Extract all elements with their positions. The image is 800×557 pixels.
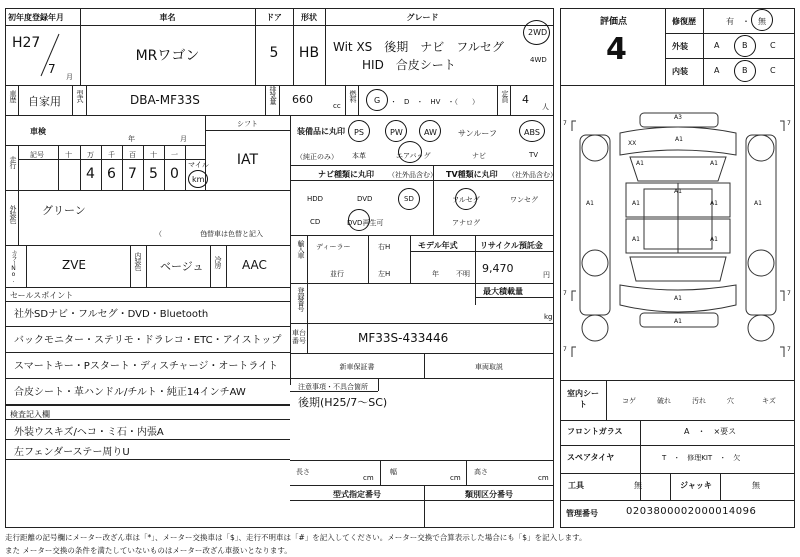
equip-abs: ABS xyxy=(524,128,540,137)
first-reg-year: H27 xyxy=(12,35,41,51)
shift-label: シフト xyxy=(237,120,258,128)
equip-airbag-circle xyxy=(398,141,422,163)
mark-a1-lf: A1 xyxy=(636,160,644,167)
capacity-value: 4 xyxy=(522,93,529,106)
navi-dvd: DVD xyxy=(357,195,373,203)
mark-a1-roof: A1 xyxy=(674,188,682,195)
mileage-unit-4: 十 xyxy=(150,151,157,159)
color-label: 外装色 xyxy=(9,205,17,223)
mileage-unit-0: 十 xyxy=(65,151,72,159)
score-value: 4 xyxy=(606,32,627,67)
mileage-digit-5: 0 xyxy=(170,166,179,182)
navi-sd: SD xyxy=(404,195,414,203)
first-reg-month: 7 xyxy=(48,62,56,76)
length-unit: cm xyxy=(363,474,374,482)
recycle-value: 9,470 xyxy=(482,262,514,275)
registration-label: 登録番号 xyxy=(297,287,305,311)
height-unit: cm xyxy=(538,474,549,482)
color-value: グリーン xyxy=(42,204,86,217)
import-dealer: ディーラー xyxy=(316,243,351,251)
mark-a1-rside: A1 xyxy=(754,200,762,207)
tools-label: 工具 xyxy=(568,481,584,490)
usage-value: 自家用 xyxy=(28,95,61,108)
recycle-label: リサイクル預託金 xyxy=(480,241,543,250)
navi-sub: （社外品含む） xyxy=(388,171,437,179)
mileage-digit-2: 6 xyxy=(107,166,116,182)
seat-condition-item: キズ xyxy=(762,397,776,405)
mark-a1-rf: A1 xyxy=(710,160,718,167)
ac-value: AAC xyxy=(242,258,267,272)
seat-condition-item: 穴 xyxy=(727,397,734,405)
inspector-note-line: 左フェンダーステー周りU xyxy=(14,447,130,458)
length-label: 長さ xyxy=(296,468,310,476)
equip-airbag: エアバッグ xyxy=(396,152,431,160)
recycle-yen: 円 xyxy=(543,271,550,279)
bracket-7-tl: 7 xyxy=(563,120,567,127)
equip-aw-circle xyxy=(419,120,441,142)
inspector-label: 検査記入欄 xyxy=(10,410,50,419)
model-year-year: 年 xyxy=(432,270,439,278)
car-name-label: 車名 xyxy=(159,13,176,22)
persons-unit: 人 xyxy=(542,103,549,111)
model-year-unknown: 不明 xyxy=(456,270,470,278)
sales-point-line: スマートキー・Pスタート・ディスチャージ・オートライト xyxy=(14,361,279,372)
navi-sd-circle xyxy=(398,188,420,210)
exterior-a: A xyxy=(714,41,720,50)
mark-a3: A3 xyxy=(674,114,682,121)
navi-hdd: HDD xyxy=(307,195,324,203)
inspector-note-line: 外装ウスキズ/ヘコ・ミ石・内張A xyxy=(14,427,164,438)
body-value: HB xyxy=(298,45,320,61)
inspection-month: 月 xyxy=(180,135,187,143)
drive-4wd: 4WD xyxy=(530,56,547,64)
capacity-label: 定員 xyxy=(501,90,509,102)
tv-analog: アナログ xyxy=(452,219,480,227)
mileage-kigou: 記号 xyxy=(30,151,44,159)
seat-condition-item: 破れ xyxy=(657,397,671,405)
model-label: 型式 xyxy=(76,90,84,102)
repair-no: 無 xyxy=(758,17,766,26)
inspection-year: 年 xyxy=(128,135,135,143)
mgmt-value: 0203800002000014096 xyxy=(626,506,757,517)
equipment-label: 装備品に丸印 xyxy=(297,127,345,136)
repair-no-circle xyxy=(751,9,773,31)
fuel-g: G xyxy=(374,96,381,105)
score-label: 評価点 xyxy=(600,17,628,27)
interior-color-label: 内装色 xyxy=(134,252,142,270)
interior-b: B xyxy=(742,66,748,75)
km-circle xyxy=(188,170,208,188)
exterior-b-circle xyxy=(734,35,756,57)
equip-ps-circle xyxy=(348,120,370,142)
interior-b-circle xyxy=(734,60,756,82)
max-load-unit: kg xyxy=(544,313,553,321)
width-unit: cm xyxy=(450,474,461,482)
equip-pw-circle xyxy=(385,120,407,142)
equip-tv: TV xyxy=(529,151,539,159)
spare-value: T ・ 修理KIT ・ 欠 xyxy=(662,454,741,462)
navi-dvd-play-circle xyxy=(348,209,370,231)
repair-history-label: 修復歴 xyxy=(672,17,696,26)
bracket-7-br: 7 xyxy=(787,346,791,353)
exterior-label: 外装 xyxy=(672,42,688,51)
notes-label: 注意事項・不具合箇所 xyxy=(298,383,368,391)
import-left-h: 左H xyxy=(378,270,391,278)
mark-a1-bumper: A1 xyxy=(674,318,682,325)
color-note: 色替車は色替と記入 xyxy=(200,230,263,238)
first-reg-label: 初年度登録年月 xyxy=(8,13,64,22)
sales-points-label: セールスポイント xyxy=(10,291,74,300)
repair-sep: ・ xyxy=(742,17,750,26)
doors-label: ドア xyxy=(266,13,282,22)
tv-fullseg: フルセグ xyxy=(452,196,480,204)
equip-sunroof: サンルーフ xyxy=(458,129,497,138)
interior-color-value: ベージュ xyxy=(160,260,204,273)
bracket-7-ml: 7 xyxy=(563,290,567,297)
jack-label: ジャッキ xyxy=(680,481,712,490)
equip-ps: PS xyxy=(354,128,364,137)
tv-fullseg-circle xyxy=(455,188,477,210)
navi-cd: CD xyxy=(310,218,321,226)
mileage-label: 走行 xyxy=(9,156,17,168)
chassis-value: MF33S-433446 xyxy=(358,331,449,345)
max-load-label: 最大積載量 xyxy=(483,287,523,296)
class-number-label: 類別区分番号 xyxy=(465,490,513,499)
mark-a1-rear: A1 xyxy=(674,295,682,302)
drive-2wd-circle xyxy=(523,20,550,45)
body-label: 形状 xyxy=(301,13,317,22)
usage-label: 車歴 xyxy=(9,90,17,102)
import-parallel: 並行 xyxy=(330,270,344,278)
color-no-label: カラーNo. xyxy=(10,250,17,283)
repair-yes: 有 xyxy=(726,17,734,26)
grade-line2: HID 合皮シート xyxy=(362,58,456,72)
mark-a1-lr: A1 xyxy=(632,236,640,243)
drive-2wd: 2WD xyxy=(528,28,548,37)
seat-condition-item: 汚れ xyxy=(692,397,706,405)
mark-a1-front: A1 xyxy=(675,136,683,143)
tv-oneseg: ワンセグ xyxy=(510,196,538,204)
navi-label: ナビ種類に丸印 xyxy=(318,170,374,179)
fuel-g-circle xyxy=(366,89,388,111)
mark-a1-ld: A1 xyxy=(632,200,640,207)
equip-abs-circle xyxy=(519,120,545,142)
seat-condition-item: コゲ xyxy=(622,397,636,405)
interior-c: C xyxy=(770,66,776,75)
interior-label: 内装 xyxy=(672,67,688,76)
tv-label: TV種類に丸印 xyxy=(446,170,498,179)
mileage-unit-3: 百 xyxy=(129,151,136,159)
mileage-unit-1: 万 xyxy=(87,151,94,159)
mileage-digit-4: 5 xyxy=(149,166,158,182)
mileage-unit-2: 千 xyxy=(108,151,115,159)
type-number-label: 型式指定番号 xyxy=(333,490,381,499)
sales-point-line: バックモニター・ステリモ・ドラレコ・ETC・アイストップ xyxy=(14,335,282,346)
footer-line1: 走行距離の記号欄にメーター改ざん車は「*」、メーター交換車は「$」、走行不明車は「#」を記入してください。メーター交換で合算表示した場合にも「$」を記入します。 xyxy=(5,533,587,542)
interior-a: A xyxy=(714,66,720,75)
new-car-warranty: 新車保証書 xyxy=(339,363,375,371)
ac-label: 冷房 xyxy=(214,256,222,268)
color-no-value: ZVE xyxy=(62,258,87,272)
equip-leather: 本革 xyxy=(352,152,366,160)
displacement-value: 660 xyxy=(292,93,313,106)
mileage-digit-3: 7 xyxy=(128,166,137,182)
chassis-label: 車台番号 xyxy=(292,329,306,345)
odor-label: 室内シート xyxy=(567,389,599,409)
cc-unit: cc xyxy=(333,102,341,110)
doors-value: 5 xyxy=(269,45,279,61)
car-name: MRワゴン xyxy=(135,48,200,64)
width-label: 幅 xyxy=(390,468,397,476)
bracket-7-tr: 7 xyxy=(787,120,791,127)
month-unit: 月 xyxy=(66,73,73,81)
km-label: km xyxy=(192,175,205,184)
glass-label: フロントガラス xyxy=(567,427,623,436)
equipment-sub: （純正のみ） xyxy=(296,153,338,161)
jack-value: 無 xyxy=(752,481,760,490)
owner-manual: 車両取説 xyxy=(475,363,503,371)
notes-value: 後期(H25/7〜SC) xyxy=(298,396,388,409)
equip-pw: PW xyxy=(390,128,403,137)
fuel-options: ・ D ・ HV ・（ ） xyxy=(390,98,479,106)
navi-dvd-play: DVD再生可 xyxy=(347,219,384,227)
exterior-b: B xyxy=(742,41,748,50)
sales-point-line: 社外SDナビ・フルセグ・DVD・Bluetooth xyxy=(14,309,209,320)
fuel-label: 燃料 xyxy=(349,90,357,102)
car-damage-diagram xyxy=(560,85,795,380)
model-year-label: モデル年式 xyxy=(418,241,458,250)
mileage-digit-1: 4 xyxy=(86,166,95,182)
mark-xx: XX xyxy=(628,140,637,147)
color-note-paren: （ ） xyxy=(155,230,211,238)
bracket-7-bl: 7 xyxy=(563,346,567,353)
inspection-label: 車検 xyxy=(30,127,46,136)
spare-label: スペアタイヤ xyxy=(567,453,615,462)
tv-sub: （社外品含む） xyxy=(508,171,557,179)
mgmt-label: 管理番号 xyxy=(566,509,598,518)
mileage-unit-5: 一 xyxy=(171,151,178,159)
exterior-c: C xyxy=(770,41,776,50)
glass-value: A ・ ×要ス xyxy=(684,427,737,436)
height-label: 高さ xyxy=(474,468,488,476)
mile-label: マイル xyxy=(188,161,209,169)
equip-aw: AW xyxy=(424,128,437,137)
sales-point-line: 合皮シート・革ハンドル/チルト・純正14インチAW xyxy=(14,387,246,398)
equip-navi: ナビ xyxy=(472,152,486,160)
grade-line1: Wit XS 後期 ナビ フルセグ xyxy=(333,40,504,54)
mark-a1-lside: A1 xyxy=(586,200,594,207)
mark-a1-rr: A1 xyxy=(710,236,718,243)
import-right-h: 右H xyxy=(378,243,391,251)
shift-value: IAT xyxy=(236,152,259,168)
tools-value: 無 xyxy=(634,481,642,490)
model-value: DBA-MF33S xyxy=(130,93,200,107)
mark-a1-rd: A1 xyxy=(710,200,718,207)
footer-line2: また メーター交換の条件を満たしていないものはメーター改ざん車扱いとなります。 xyxy=(5,546,292,555)
displacement-label: 排気量 xyxy=(269,86,277,104)
grade-label: グレード xyxy=(406,13,439,22)
import-label: 輸入車 xyxy=(297,240,305,258)
bracket-7-mr: 7 xyxy=(787,290,791,297)
